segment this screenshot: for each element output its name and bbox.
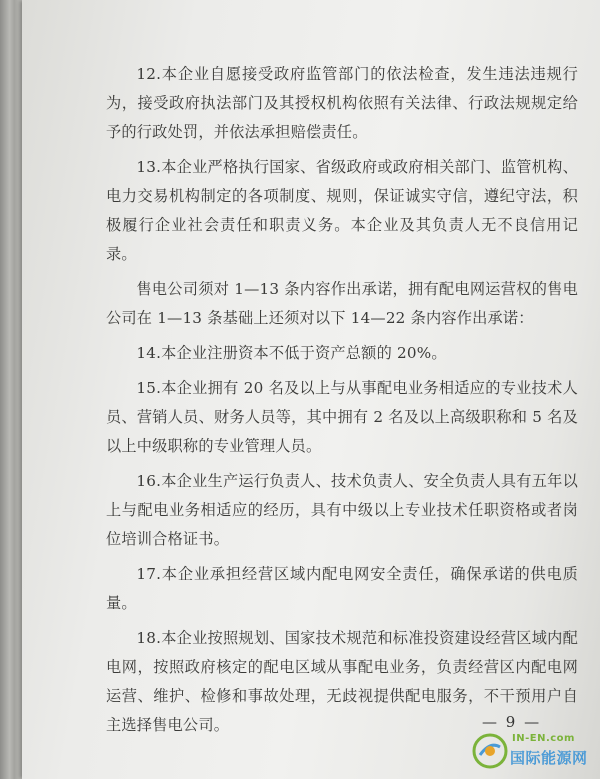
watermark-brand-en: IN-EN.com — [512, 733, 575, 744]
paragraph-15: 15.本企业拥有 20 名及以上与从事配电业务相适应的专业技术人员、营销人员、财务人员等，其中拥有 2 名及以上高级职称和 5 名及以上中级职称的专业管理人员。 — [106, 379, 578, 455]
watermark — [472, 731, 592, 773]
paragraph-12: 12.本企业自愿接受政府监管部门的依法检查，发生违法违规行为，接受政府执法部门及其授权机构依照有关法律、行政法规规定给予的行政处罚，并依法承担赔偿责任。 — [106, 65, 578, 141]
document-page — [22, 0, 600, 779]
document-body — [106, 60, 578, 746]
paragraph-16: 16.本企业生产运行负责人、技术负责人、安全负责人具有五年以上与配电业务相适应的经历，具有中级以上专业技术任职资格或者岗位培训合格证书。 — [106, 472, 578, 548]
paragraph-17: 17.本企业承担经营区域内配电网安全责任，确保承诺的供电质量。 — [106, 565, 578, 612]
page-number: — 9 — — [482, 713, 542, 731]
paragraph-18: 18.本企业按照规划、国家技术规范和标准投资建设经营区域内配电网，按照政府核定的配电区域从事配电业务，负责经营区内配电网运营、维护、检修和事故处理，无歧视提供配电服务，不干预用户自主选择售电公司。 — [106, 629, 578, 734]
underlying-pages-edge — [0, 0, 24, 779]
watermark-brand-cn: 国际能源网 — [510, 749, 588, 767]
paragraph-14: 14.本企业注册资本不低于资产总额的 20%。 — [136, 344, 447, 362]
paragraph-13: 13.本企业严格执行国家、省级政府或政府相关部门、监管机构、电力交易机构制定的各项制度、规则，保证诚实守信，遵纪守法，积极履行企业社会责任和职责义务。本企业及其负责人无不良信用记录。 — [106, 158, 578, 263]
commitment-note: 售电公司须对 1—13 条内容作出承诺，拥有配电网运营权的售电公司在 1—13 条基础上还须对以下 14—22 条内容作出承诺： — [106, 280, 578, 327]
in-en-logo-icon — [472, 733, 508, 769]
